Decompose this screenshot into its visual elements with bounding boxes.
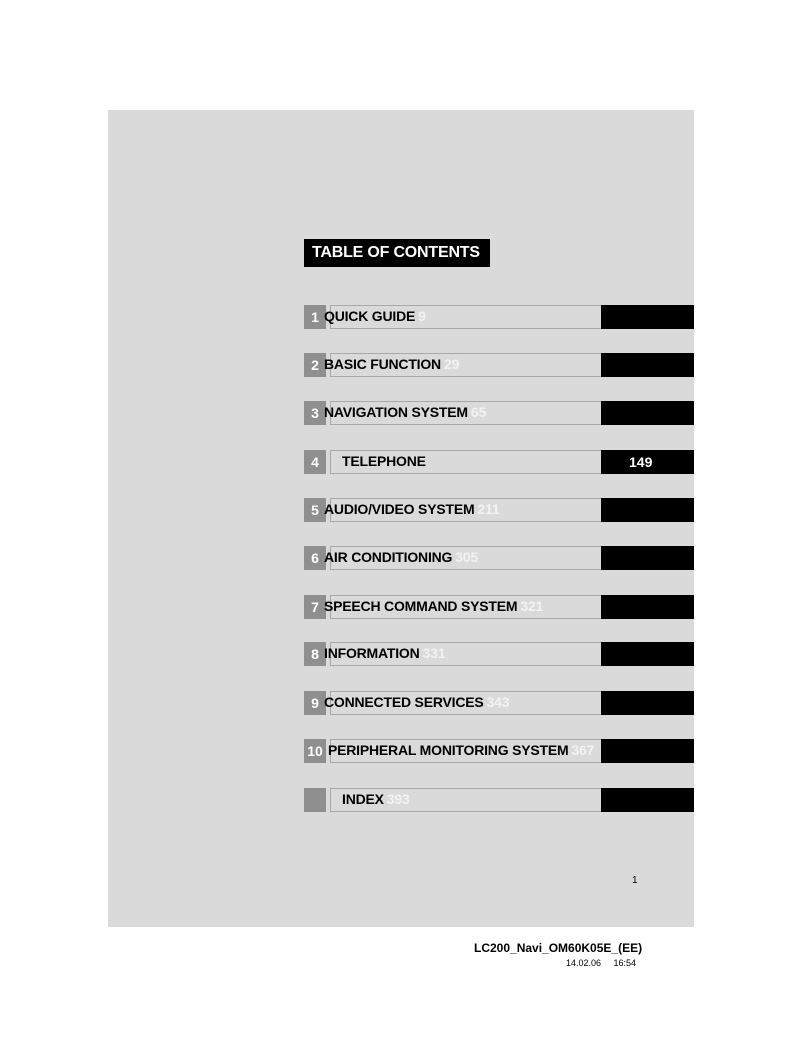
chapter-title: CONNECTED SERVICES	[324, 694, 484, 710]
toc-entry-connected-services[interactable]	[304, 691, 694, 715]
chapter-tab	[601, 642, 694, 666]
chapter-page: 393	[386, 791, 410, 807]
chapter-title-line	[324, 546, 478, 570]
chapter-number: 3	[304, 401, 326, 425]
chapter-title-line	[324, 642, 445, 666]
chapter-page: 321	[520, 598, 544, 614]
chapter-tab	[601, 305, 694, 329]
chapter-title: SPEECH COMMAND SYSTEM	[324, 598, 518, 614]
chapter-title: BASIC FUNCTION	[324, 356, 441, 372]
chapter-title: INFORMATION	[324, 645, 420, 661]
toc-title: TABLE OF CONTENTS	[304, 239, 490, 267]
chapter-title-line	[324, 691, 509, 715]
chapter-title-line	[324, 498, 499, 522]
chapter-number: 10	[304, 739, 326, 763]
chapter-tab	[601, 498, 694, 522]
chapter-title: PERIPHERAL MONITORING SYSTEM	[328, 742, 569, 758]
chapter-title-line	[342, 788, 410, 812]
chapter-title-line	[324, 353, 459, 377]
chapter-page: 367	[571, 742, 595, 758]
page-number: 1	[632, 875, 638, 886]
footer-document-code: LC200_Navi_OM60K05E_(EE)	[474, 941, 643, 955]
chapter-title: QUICK GUIDE	[324, 308, 416, 324]
toc-entry-basic-function[interactable]	[304, 353, 694, 377]
chapter-number	[304, 788, 326, 812]
chapter-tab	[601, 546, 694, 570]
toc-entry-speech-command-system[interactable]	[304, 595, 694, 619]
chapter-tab	[601, 595, 694, 619]
chapter-number: 4	[304, 450, 326, 474]
toc-entry-air-conditioning[interactable]	[304, 546, 694, 570]
chapter-title-line	[324, 595, 543, 619]
chapter-number: 6	[304, 546, 326, 570]
toc-entry-telephone[interactable]	[304, 450, 694, 474]
chapter-title: AUDIO/VIDEO SYSTEM	[324, 501, 475, 517]
chapter-title: NAVIGATION SYSTEM	[324, 404, 468, 420]
chapter-title-line	[324, 401, 486, 425]
chapter-number: 9	[304, 691, 326, 715]
chapter-number: 1	[304, 305, 326, 329]
toc-entry-audio-video-system[interactable]	[304, 498, 694, 522]
chapter-tab	[601, 353, 694, 377]
chapter-title: AIR CONDITIONING	[324, 549, 453, 565]
chapter-page: 331	[422, 645, 446, 661]
chapter-page: 65	[470, 404, 487, 420]
chapter-number: 8	[304, 642, 326, 666]
chapter-tab	[601, 788, 694, 812]
footer-date: 14.02.06 16:54	[566, 958, 637, 968]
chapter-tab	[601, 401, 694, 425]
toc-entry-navigation-system[interactable]	[304, 401, 694, 425]
chapter-tab	[601, 691, 694, 715]
chapter-title-line	[328, 739, 594, 763]
chapter-page: 29	[443, 356, 460, 372]
chapter-number: 7	[304, 595, 326, 619]
chapter-tab	[601, 739, 694, 763]
chapter-title: TELEPHONE	[342, 453, 426, 469]
chapter-number: 2	[304, 353, 326, 377]
chapter-page: 305	[455, 549, 479, 565]
toc-entry-quick-guide[interactable]	[304, 305, 694, 329]
toc-entry-index[interactable]	[304, 788, 694, 812]
chapter-title: INDEX	[342, 791, 384, 807]
chapter-page: 149	[629, 454, 653, 470]
toc-entry-information[interactable]	[304, 642, 694, 666]
toc-entry-peripheral-monitoring-system[interactable]	[304, 739, 694, 763]
chapter-page: 211	[477, 501, 500, 517]
chapter-page: 9	[418, 308, 426, 324]
chapter-title-line	[324, 305, 426, 329]
chapter-page: 343	[486, 694, 510, 710]
chapter-number: 5	[304, 498, 326, 522]
